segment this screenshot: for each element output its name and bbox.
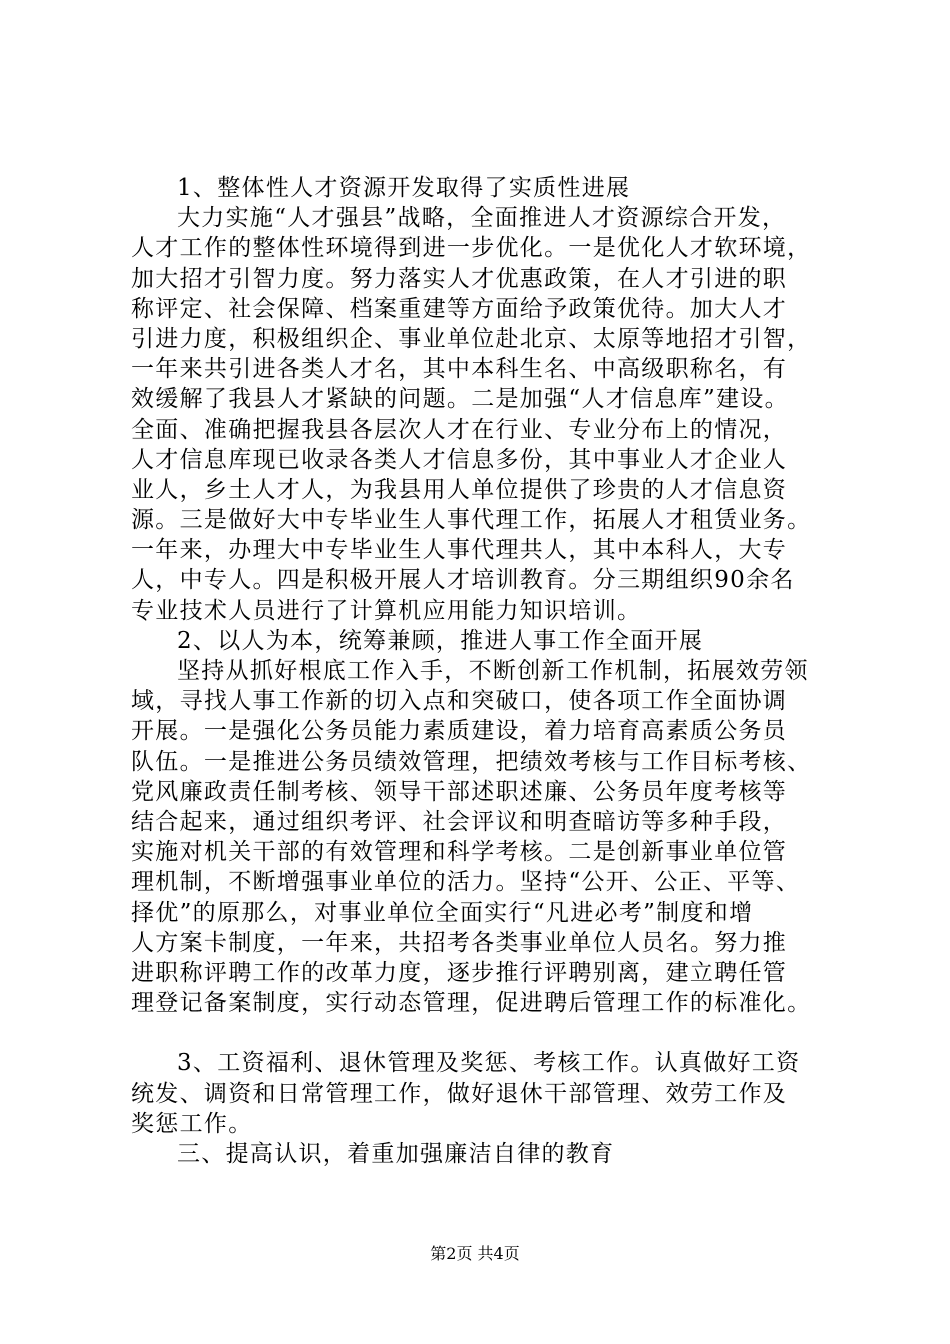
text-line: 专业技术人员进行了计算机应用能力知识培训。 [131,597,642,624]
text-line: 3、工资福利、退休管理及奖惩、考核工作。认真做好工资 [177,1050,801,1077]
text-line: 理登记备案制度，实行动态管理，促进聘后管理工作的标准化。 [131,990,812,1017]
text-line: 加大招才引智力度。努力落实人才优惠政策，在人才引进的职 [131,265,788,292]
text-line: 理机制，不断增强事业单位的活力。坚持“公开、公正、平等、 [131,869,801,896]
text-line: 人方案卡制度，一年来，共招考各类事业单位人员名。努力推 [131,929,788,956]
text-line: 坚持从抓好根底工作入手，不断创新工作机制，拓展效劳领 [177,658,809,684]
page-footer: 第2页 共4页 [430,1244,520,1263]
document-body [131,173,831,1169]
text-line: 域，寻找人事工作新的切入点和突破口，使各项工作全面协调 [131,688,788,715]
text-line: 开展。一是强化公务员能力素质建设，着力培育高素质公务员 [131,718,788,745]
text-line: 人，中专人。四是积极开展人才培训教育。分三期组织90余名 [131,567,795,594]
text-line: 党风廉政责任制考核、领导干部述职述廉、公务员年度考核等 [131,778,788,805]
text-line: 奖惩工作。 [131,1110,253,1137]
text-line: 结合起来，通过组织考评、社会评议和明查暗访等多种手段， [131,808,788,835]
text-line: 一年来，办理大中专毕业生人事代理共人，其中本科人，大专 [131,537,788,564]
text-line: 2、以人为本，统筹兼顾，推进人事工作全面开展 [177,627,704,654]
text-line: 业人，乡土人才人，为我县用人单位提供了珍贵的人才信息资 [131,476,788,503]
text-line: 一年来共引进各类人才名，其中本科生名、中高级职称名，有 [131,356,788,383]
text-line: 效缓解了我县人才紧缺的问题。二是加强“人才信息库”建设。 [131,386,789,413]
text-line: 源。三是做好大中专毕业生人事代理工作，拓展人才租赁业务。 [131,507,812,534]
text-line: 队伍。一是推进公务员绩效管理，把绩效考核与工作目标考核、 [131,748,812,775]
text-line: 称评定、社会保障、档案重建等方面给予政策优待。加大人才 [131,295,788,322]
text-line: 全面、准确把握我县各层次人才在行业、专业分布上的情况， [131,416,788,443]
text-line: 1、整体性人才资源开发取得了实质性进展 [177,175,631,201]
text-line: 引进力度，积极组织企、事业单位赴北京、太原等地招才引智， [131,325,812,352]
text-line: 实施对机关干部的有效管理和科学考核。二是创新事业单位管 [131,839,788,866]
text-line: 人才信息库现已收录各类人才信息多份，其中事业人才企业人 [131,446,788,473]
text-line: 统发、调资和日常管理工作，做好退休干部管理、效劳工作及 [131,1080,788,1107]
text-line: 择优”的原那么，对事业单位全面实行“凡进必考”制度和增 [131,899,754,926]
text-line: 进职称评聘工作的改革力度，逐步推行评聘别离，建立聘任管 [131,959,788,986]
blank-line [131,1018,831,1048]
text-line: 人才工作的整体性环境得到进一步优化。一是优化人才软环境， [131,235,812,262]
text-line: 大力实施“人才强县”战略，全面推进人才资源综合开发， [177,205,787,232]
text-line: 三、提高认识，着重加强廉洁自律的教育 [177,1141,615,1167]
